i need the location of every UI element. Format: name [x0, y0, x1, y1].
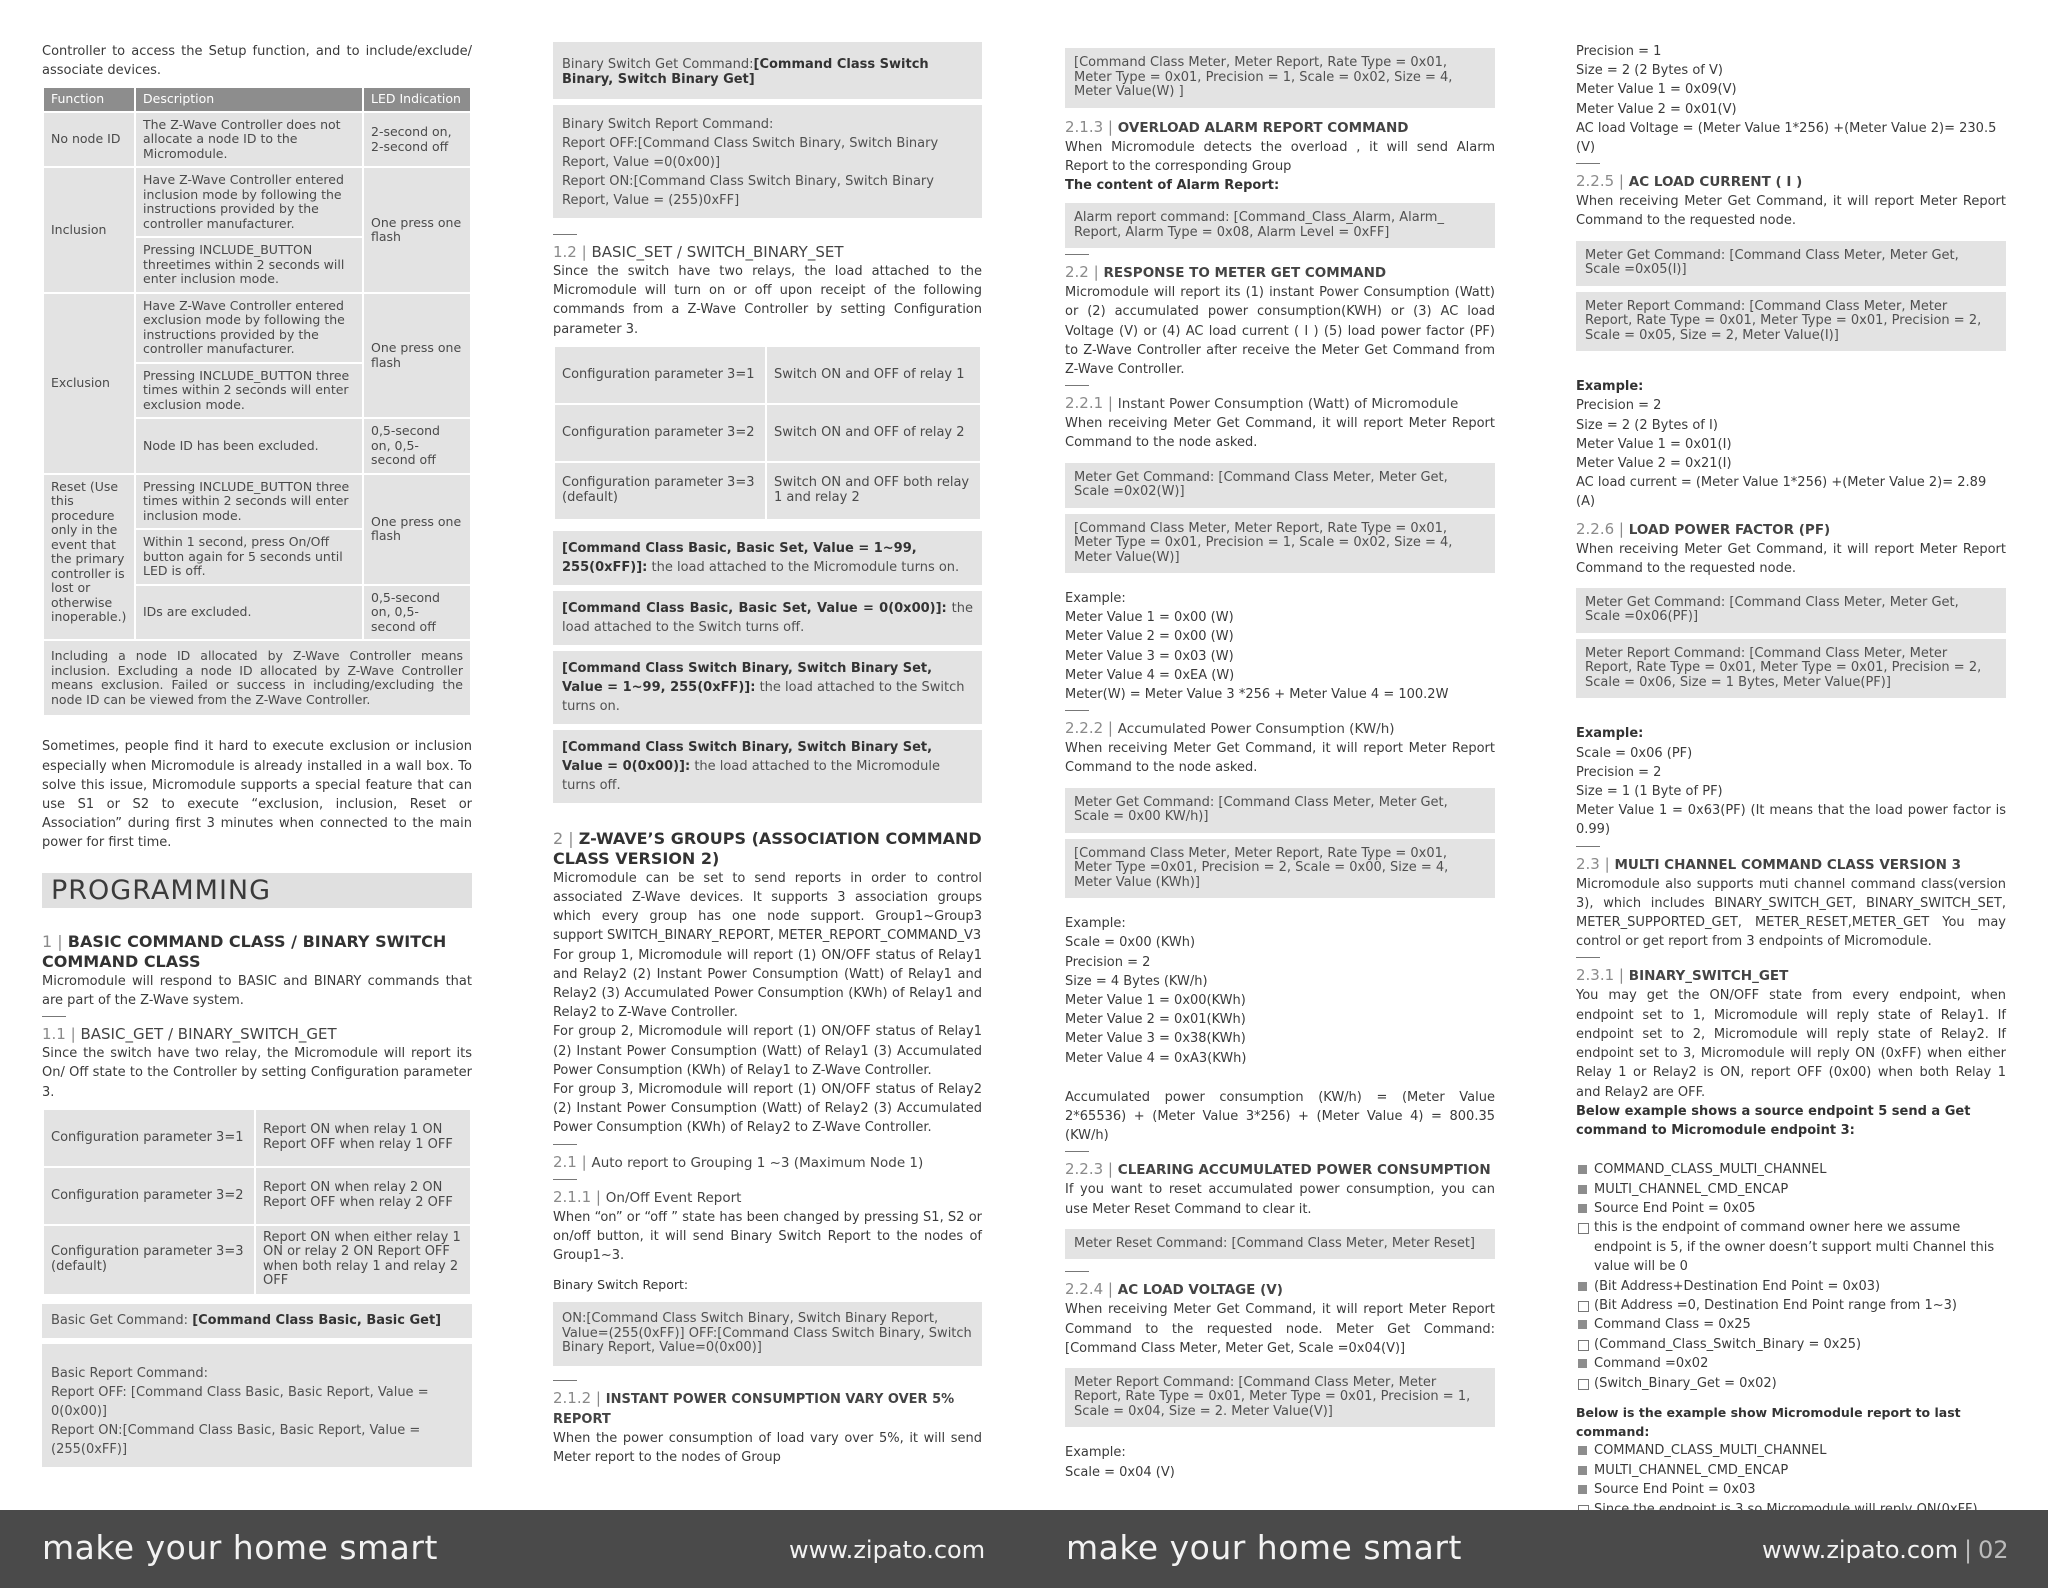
paragraph: When Micromodule detects the overload , it will send Alarm Report to the corresponding Group	[1065, 139, 1495, 174]
meter-report-box: [Command Class Meter, Meter Report, Rate Type = 0x01, Meter Type = 0x01, Precision = 1, Scale = 0x02, Size = 4, Meter Value(W) ]	[1065, 48, 1495, 108]
paragraph: Accumulated power consumption (KW/h) = (Meter Value 2*65536) + (Meter Value 3*256) + (Meter Value 4) = 800.35 (KW/h)	[1065, 1089, 1495, 1144]
paragraph: When the power consumption of load vary over 5%, it will send Meter report to the nodes of Group	[553, 1430, 982, 1466]
list-item: (Bit Address =0, Destination End Point range from 1~3)	[1576, 1296, 2006, 1315]
section-title: BASIC COMMAND CLASS / BINARY SWITCH COMMAND CLASS	[42, 931, 447, 971]
example-line: Precision = 2	[1065, 954, 1151, 970]
column-3	[1065, 42, 1495, 1482]
divider	[1576, 846, 1600, 847]
section-number: 2.3.1 |	[1576, 966, 1624, 985]
section-number: 2.3 |	[1576, 854, 1610, 873]
cell-led: 2-second on, 2-second off	[364, 113, 470, 167]
config-param: Configuration parameter 3=1	[44, 1110, 254, 1166]
list-item: Source End Point = 0x05	[1576, 1199, 2006, 1218]
paragraph: For group 2, Micromodule will report (1) ON/OFF status of Relay1 (2) Instant Power Consumption (Watt) of Relay1 (3) Accumulated Power Consumption (KWh) of Relay1 to Z-Wave Controller.	[553, 1024, 982, 1078]
section-title: BINARY_SWITCH_GET	[1628, 968, 1789, 985]
list-item: (Switch_Binary_Get = 0x02)	[1576, 1374, 2006, 1393]
subsection-heading	[1065, 263, 1495, 283]
footer-url-left[interactable]: www.zipato.com	[789, 1536, 986, 1564]
divider	[1065, 1151, 1089, 1152]
box-command: [Command Class Switch Binary, Switch Binary Set, Value = 1~99, 255(0xFF)]:	[562, 660, 933, 695]
example-line: Precision = 2	[1576, 398, 1662, 414]
section-number: 2.1.2 |	[553, 1388, 601, 1407]
meter-report-box: Meter Report Command: [Command Class Meter, Meter Report, Rate Type = 0x01, Meter Type = 0x01, Precision = 2, Scale = 0x06, Size = 1 Bytes, Meter Value(PF)]	[1576, 639, 2006, 699]
section-title: Accumulated Power Consumption (KW/h)	[1117, 721, 1395, 738]
subsection-heading	[42, 1025, 472, 1044]
section-title: RESPONSE TO METER GET COMMAND	[1103, 265, 1387, 282]
footer-slogan-right: make your home smart	[1066, 1528, 1462, 1567]
example-label: Example:	[1576, 726, 1644, 742]
box-label: Binary Switch Get Command:	[562, 57, 754, 72]
example-line: Scale = 0x00 (KWh)	[1065, 935, 1196, 951]
section-heading	[553, 829, 982, 869]
example-line: Size = 2 (2 Bytes of I)	[1576, 417, 1718, 433]
box-text: the load attached to the Micromodule turns on.	[647, 559, 960, 575]
example-line: Size = 2 (2 Bytes of V)	[1576, 63, 1723, 79]
box-line: Report OFF: [Command Class Basic, Basic Report, Value = 0(0x00)]	[51, 1385, 429, 1420]
paragraph: Since the switch have two relay, the Micromodule will report its On/ Off state to the Controller by setting Configuration parameter 3.	[42, 1046, 472, 1100]
paragraph: Sometimes, people find it hard to execute exclusion or inclusion especially when Micromodule is already installed in a wall box. To solve this issue, Micromodule supports a special feature that can use S1 or S2 to execute “exclusion, inclusion, Reset or Association” during first 3 minutes when connected to the main power for first time.	[42, 739, 472, 851]
section-title: CLEARING ACCUMULATED POWER CONSUMPTION	[1117, 1162, 1491, 1179]
subsection-heading	[553, 1153, 982, 1173]
divider	[553, 1179, 577, 1180]
cell-func: Reset (Use this procedure only in the event that the primary controller is lost or otherwise inoperable.)	[44, 475, 134, 640]
paragraph: Since the switch have two relays, the load attached to the Micromodule will turn on or off upon receipt of the following commands from a Z-Wave Controller by setting Configuration parameter 3.	[553, 264, 982, 337]
divider	[1065, 710, 1089, 711]
example-line: Meter Value 2 = 0x00 (W)	[1065, 629, 1234, 645]
command-box	[553, 531, 982, 585]
footer-slogan-left: make your home smart	[42, 1528, 438, 1567]
bold-label: The content of Alarm Report:	[1065, 177, 1280, 193]
section-number: 1.1 |	[42, 1025, 76, 1044]
cell-desc: Pressing INCLUDE_BUTTON three times within 2 seconds will enter exclusion mode.	[136, 364, 362, 418]
alarm-report-box: Alarm report command: [Command_Class_Alarm, Alarm_ Report, Alarm Type = 0x08, Alarm Level = 0xFF]	[1065, 203, 1495, 248]
section-title: MULTI CHANNEL COMMAND CLASS VERSION 3	[1614, 856, 1962, 873]
divider	[1065, 1271, 1089, 1272]
section-number: 2.2.2 |	[1065, 719, 1113, 738]
binary-switch-report-box: ON:[Command Class Switch Binary, Switch Binary Report, Value=(255(0xFF)] OFF:[Command Class Switch Binary, Switch Binary Report, Value=0(0x00)]	[553, 1302, 982, 1366]
example-line: Size = 4 Bytes (KW/h)	[1065, 973, 1208, 989]
meter-report-box: Meter Report Command: [Command Class Meter, Meter Report, Rate Type = 0x01, Meter Type = 0x01, Precision = 1, Scale = 0x04, Size = 2. Meter Value(V)]	[1065, 1368, 1495, 1428]
divider	[1576, 957, 1600, 958]
divider	[1065, 385, 1089, 386]
cell-led: One press one flash	[364, 294, 470, 418]
divider	[1576, 163, 1600, 164]
table-note: Including a node ID allocated by Z-Wave Controller means inclusion. Excluding a node ID allocated by Z-Wave Controller means exclusion. Failed or success in including/excluding the node ID can be viewed from the Z-Wave Controller.	[44, 641, 470, 715]
section-title: OVERLOAD ALARM REPORT COMMAND	[1117, 119, 1409, 136]
section-heading	[42, 932, 472, 972]
example-line: Meter Value 1 = 0x00(KWh)	[1065, 992, 1246, 1008]
box-text: the load attached to the Micromodule turns off.	[562, 758, 940, 793]
example-label: Example:	[1065, 916, 1126, 932]
paragraph: For group 1, Micromodule will report (1) ON/OFF status of Relay1 and Relay2 (2) Instant Power Consumption (Watt) of Relay1 and Relay2 (3) Accumulated Power Consumption (KWh) of Relay1 and Relay2 to Z-Wave Controller.	[553, 947, 982, 1021]
example-line: Meter Value 2 = 0x01(V)	[1576, 101, 1737, 117]
section-number: 2.2.6 |	[1576, 519, 1624, 538]
list-item: Command =0x02	[1576, 1354, 2006, 1373]
config-param: Configuration parameter 3=3 (default)	[555, 463, 765, 519]
section-number: 2.2.5 |	[1576, 172, 1624, 191]
example-line: Scale = 0x06 (PF)	[1576, 745, 1693, 761]
divider	[42, 1016, 66, 1017]
paragraph: Micromodule can be set to send reports in order to control associated Z-Wave devices. It supports 3 association groups which every group has one node support. Group1~Group3 support SWITCH_BINARY_REPORT, METER_REPORT_COMMAND_V3	[553, 870, 982, 944]
paragraph: When receiving Meter Get Command, it will report Meter Report Command to the node asked.	[1065, 741, 1495, 776]
example-line: AC load current = (Meter Value 1*256) +(Meter Value 2)= 2.89 (A)	[1576, 475, 1987, 510]
box-command: [Command Class Switch Binary, Switch Binary Set, Value = 0(0x00)]:	[562, 739, 933, 774]
divider	[553, 1380, 577, 1381]
config-desc: Switch ON and OFF of relay 2	[767, 405, 980, 461]
subsection-heading	[1576, 855, 2006, 875]
list-item: COMMAND_CLASS_MULTI_CHANNEL	[1576, 1160, 2006, 1179]
section-number: 2.1.3 |	[1065, 117, 1113, 136]
example-line: Size = 1 (1 Byte of PF)	[1576, 784, 1723, 800]
list-item: MULTI_CHANNEL_CMD_ENCAP	[1576, 1180, 2006, 1199]
header-led: LED Indication	[364, 88, 470, 111]
example-line: Precision = 2	[1576, 764, 1662, 780]
config-table	[42, 1108, 472, 1296]
subsection-heading	[1065, 394, 1495, 414]
box-label: Basic Report Command:	[51, 1366, 208, 1382]
config-desc: Report ON when relay 1 ON Report OFF when relay 1 OFF	[256, 1110, 470, 1166]
intro-text: Controller to access the Setup function, and to include/exclude/ associate devices.	[42, 44, 472, 79]
bold-label: Below example shows a source endpoint 5 send a Get command to Micromodule endpoint 3:	[1576, 1103, 1971, 1138]
example-line: Meter Value 2 = 0x01(KWh)	[1065, 1012, 1246, 1028]
example-line: Meter Value 2 = 0x21(I)	[1576, 455, 1732, 471]
section-title: BASIC_GET / BINARY_SWITCH_GET	[80, 1025, 337, 1044]
subsection-heading	[553, 243, 982, 262]
list-item: Source End Point = 0x03	[1576, 1480, 2006, 1499]
cell-led: One press one flash	[364, 168, 470, 292]
cell-desc: Within 1 second, press On/Off button again for 5 seconds until LED is off.	[136, 530, 362, 584]
bullet-list	[1576, 1160, 2006, 1393]
box-label: Binary Switch Report Command:	[562, 117, 774, 132]
function-table	[42, 86, 472, 717]
basic-report-box	[42, 1344, 472, 1467]
list-item: MULTI_CHANNEL_CMD_ENCAP	[1576, 1461, 2006, 1480]
config-param: Configuration parameter 3=1	[555, 347, 765, 403]
box-line: Report ON:[Command Class Basic, Basic Report, Value = (255(0xFF)]	[51, 1423, 421, 1458]
cell-desc: Pressing INCLUDE_BUTTON threetimes within 2 seconds will enter inclusion mode.	[136, 238, 362, 292]
footer-separator: |	[1964, 1536, 1973, 1564]
meter-get-box: Meter Get Command: [Command Class Meter, Meter Get, Scale =0x06(PF)]	[1576, 588, 2006, 633]
box-text: the load attached to the Switch turns on.	[562, 679, 965, 714]
list-item: this is the endpoint of command owner here we assume endpoint is 5, if the owner doesn’t support multi Channel this value will be 0	[1576, 1218, 2006, 1276]
section-number: 2 |	[553, 828, 574, 848]
box-command: [Command Class Basic, Basic Get]	[192, 1312, 442, 1328]
config-desc: Switch ON and OFF both relay 1 and relay 2	[767, 463, 980, 519]
box-command: [Command Class Basic, Basic Set, Value = 0(0x00)]:	[562, 600, 947, 616]
footer-url-right[interactable]: www.zipato.com	[1762, 1536, 1959, 1564]
config-desc: Report ON when relay 2 ON Report OFF when relay 2 OFF	[256, 1168, 470, 1224]
box-command: [Command Class Switch Binary, Switch Binary Get]	[562, 57, 929, 87]
cell-desc: Have Z-Wave Controller entered inclusion mode by following the instructions provided by the controller manufacturer.	[136, 168, 362, 236]
cell-func: Inclusion	[44, 168, 134, 292]
page-number: 02	[1978, 1536, 2009, 1564]
meter-report-box: [Command Class Meter, Meter Report, Rate Type = 0x01, Meter Type = 0x01, Precision = 1, Scale = 0x02, Size = 4, Meter Value(W)]	[1065, 514, 1495, 574]
list-item: (Bit Address+Destination End Point = 0x03)	[1576, 1277, 2006, 1296]
box-command: [Command Class Basic, Basic Set, Value = 1~99, 255(0xFF)]:	[562, 540, 917, 575]
cell-desc: The Z-Wave Controller does not allocate a node ID to the Micromodule.	[136, 113, 362, 167]
subsection-heading	[553, 1389, 982, 1429]
section-title: On/Off Event Report	[605, 1189, 742, 1206]
command-box	[553, 730, 982, 803]
binary-get-box	[553, 42, 982, 99]
cell-led: 0,5-second on, 0,5-second off	[364, 586, 470, 640]
paragraph: You may get the ON/OFF state from every endpoint, when endpoint set to 1, Micromodule will reply state of Relay1. If endpoint set to 2, Micromodule will reply state of Relay2. If endpoint set to 3, Micromodule will reply ON (0xFF) when either Relay 1 or Relay2 is ON, report OFF (0x00) when both Relay 1 and Relay2 are OFF.	[1576, 988, 2006, 1100]
subsection-heading	[553, 1188, 982, 1208]
subsection-heading	[1576, 172, 2006, 192]
section-title: AC LOAD VOLTAGE (V)	[1117, 1282, 1283, 1299]
paragraph: For group 3, Micromodule will report (1) ON/OFF status of Relay2 (2) Instant Power Consumption (Watt) of Relay2 (3) Accumulated Power Consumption (KWh) of Relay2 to Z-Wave Controller.	[553, 1082, 982, 1136]
section-title: Auto report to Grouping 1 ~3 (Maximum Node 1)	[591, 1154, 924, 1171]
paragraph: Micromodule will report its (1) instant Power Consumption (Watt) or (2) accumulated power consumption(KWH) or (3) AC load Voltage (V) or (4) AC load current ( I ) (5) load power factor (PF) to Z-Wave Controller after receive the Meter Get Command from Z-Wave Controller.	[1065, 285, 1495, 377]
cell-desc: IDs are excluded.	[136, 586, 362, 640]
section-number: 1 |	[42, 931, 63, 951]
section-number: 2.1.1 |	[553, 1187, 601, 1206]
example-line: Meter Value 1 = 0x01(I)	[1576, 436, 1732, 452]
paragraph: When receiving Meter Get Command, it will report Meter Report Command to the node asked.	[1065, 416, 1495, 451]
example-line: Precision = 1	[1576, 44, 1662, 59]
section-title: Z-WAVE’S GROUPS (ASSOCIATION COMMAND CLASS VERSION 2)	[553, 828, 982, 868]
example-label: Example:	[1065, 591, 1126, 607]
cell-func: Exclusion	[44, 294, 134, 473]
divider	[1065, 254, 1089, 255]
section-number: 2.2 |	[1065, 263, 1099, 282]
section-title: LOAD POWER FACTOR (PF)	[1628, 521, 1831, 538]
paragraph: If you want to reset accumulated power consumption, you can use Meter Reset Command to clear it.	[1065, 1182, 1495, 1217]
list-item: (Command_Class_Switch_Binary = 0x25)	[1576, 1335, 2006, 1354]
box-line: Report OFF:[Command Class Switch Binary, Switch Binary Report, Value =0(0x00)]	[562, 136, 939, 170]
programming-heading: PROGRAMMING	[42, 873, 472, 908]
example-line: Meter Value 3 = 0x03 (W)	[1065, 648, 1234, 664]
config-param: Configuration parameter 3=2	[555, 405, 765, 461]
column-4	[1576, 42, 2006, 1519]
section-title: BASIC_SET / SWITCH_BINARY_SET	[591, 243, 844, 261]
config-table	[553, 345, 982, 521]
column-2	[553, 42, 982, 1467]
meter-reset-box: Meter Reset Command: [Command Class Meter, Meter Reset]	[1065, 1229, 1495, 1260]
cell-desc: Have Z-Wave Controller entered exclusion mode by following the instructions provided by the controller manufacturer.	[136, 294, 362, 362]
subsection-heading	[1576, 966, 2006, 986]
subsection-heading	[1576, 520, 2006, 540]
example-line: AC load Voltage = (Meter Value 1*256) +(Meter Value 2)= 230.5 (V)	[1576, 120, 1997, 156]
config-param: Configuration parameter 3=3 (default)	[44, 1226, 254, 1294]
paragraph: When receiving Meter Get Command, it will report Meter Report Command to the requested node. Meter Get Command: [Command Class Meter, Meter Get, Scale =0x04(V)]	[1065, 1302, 1495, 1356]
header-function: Function	[44, 88, 134, 111]
command-box	[553, 591, 982, 645]
meter-report-box: Meter Report Command: [Command Class Meter, Meter Report, Rate Type = 0x01, Meter Type = 0x01, Precision = 2, Scale = 0x05, Size = 2, Meter Value(I)]	[1576, 292, 2006, 352]
cell-led: One press one flash	[364, 475, 470, 584]
example-line: Meter Value 4 = 0xA3(KWh)	[1065, 1050, 1247, 1066]
command-box	[553, 651, 982, 724]
basic-get-box	[42, 1304, 472, 1339]
meter-get-box: Meter Get Command: [Command Class Meter, Meter Get, Scale =0x02(W)]	[1065, 463, 1495, 508]
paragraph: Micromodule will respond to BASIC and BINARY commands that are part of the Z-Wave system.	[42, 973, 472, 1009]
section-title: AC LOAD CURRENT ( I )	[1628, 174, 1803, 191]
binary-report-box	[553, 105, 982, 218]
box-text: the load attached to the Switch turns off.	[562, 600, 973, 635]
config-desc: Switch ON and OFF of relay 1	[767, 347, 980, 403]
example-line: Meter Value 1 = 0x63(PF) (It means that the load power factor is 0.99)	[1576, 803, 2006, 838]
cell-led: 0,5-second on, 0,5-second off	[364, 419, 470, 473]
footer-bar	[0, 1510, 2048, 1588]
cell-func: No node ID	[44, 113, 134, 167]
bold-label: Below is the example show Micromodule report to last command:	[1576, 1404, 1961, 1440]
section-title: INSTANT POWER CONSUMPTION VARY OVER 5% REPORT	[553, 1391, 955, 1427]
section-number: 2.2.1 |	[1065, 394, 1113, 413]
section-number: 2.2.3 |	[1065, 1160, 1113, 1179]
config-param: Configuration parameter 3=2	[44, 1168, 254, 1224]
example-line: Meter Value 4 = 0xEA (W)	[1065, 667, 1235, 683]
list-item: Command Class = 0x25	[1576, 1315, 2006, 1334]
meter-report-box: [Command Class Meter, Meter Report, Rate Type = 0x01, Meter Type =0x01, Precision = 2, Scale = 0x00, Size = 4, Meter Value (KWh)]	[1065, 839, 1495, 899]
subsection-heading	[1065, 118, 1495, 138]
subsection-heading	[1065, 719, 1495, 739]
box-label: Basic Get Command:	[51, 1312, 193, 1328]
example-line: Meter Value 1 = 0x09(V)	[1576, 82, 1737, 98]
divider	[553, 1144, 577, 1145]
divider	[553, 234, 577, 235]
paragraph: When “on” or “off ” state has been changed by pressing S1, S2 or on/off button, it will send Binary Switch Report to the nodes of Group1~3.	[553, 1209, 982, 1264]
section-number: 1.2 |	[553, 243, 587, 261]
section-number: 2.1 |	[553, 1152, 587, 1171]
paragraph: When receiving Meter Get Command, it will report Meter Report Command to the requested node.	[1576, 194, 2006, 229]
bullet-list	[1576, 1441, 2006, 1519]
example-line: Scale = 0x04 (V)	[1065, 1464, 1175, 1480]
subsection-heading	[1065, 1160, 1495, 1180]
config-desc: Report ON when either relay 1 ON or relay 2 ON Report OFF when both relay 1 and relay 2 OFF	[256, 1226, 470, 1294]
cell-desc: Node ID has been excluded.	[136, 419, 362, 473]
example-line: Meter Value 3 = 0x38(KWh)	[1065, 1031, 1246, 1047]
label: Binary Switch Report:	[553, 1277, 689, 1293]
meter-get-box: Meter Get Command: [Command Class Meter, Meter Get, Scale = 0x00 KW/h)]	[1065, 788, 1495, 833]
section-number: 2.2.4 |	[1065, 1280, 1113, 1299]
example-line: Meter Value 1 = 0x00 (W)	[1065, 610, 1234, 626]
paragraph: When receiving Meter Get Command, it will report Meter Report Command to the requested node.	[1576, 541, 2006, 576]
example-line: Meter(W) = Meter Value 3 *256 + Meter Value 4 = 100.2W	[1065, 687, 1449, 703]
subsection-heading	[1065, 1280, 1495, 1300]
cell-desc: Pressing INCLUDE_BUTTON three times within 2 seconds will enter inclusion mode.	[136, 475, 362, 529]
list-item: COMMAND_CLASS_MULTI_CHANNEL	[1576, 1441, 2006, 1460]
paragraph: Micromodule also supports muti channel command class(version 3), which includes BINARY_SWITCH_GET, BINARY_SWITCH_SET, METER_SUPPORTED_GET, METER_RESET,METER_GET You may control or get report from 3 endpoints of Micromodule.	[1576, 876, 2006, 950]
meter-get-box: Meter Get Command: [Command Class Meter, Meter Get, Scale =0x05(I)]	[1576, 241, 2006, 286]
example-label: Example:	[1576, 379, 1644, 395]
section-title: Instant Power Consumption (Watt) of Micromodule	[1117, 396, 1459, 413]
header-description: Description	[136, 88, 362, 111]
example-label: Example:	[1065, 1445, 1126, 1461]
box-line: Report ON:[Command Class Switch Binary, Switch Binary Report, Value = (255)0xFF]	[562, 174, 934, 208]
column-1	[42, 42, 472, 1473]
